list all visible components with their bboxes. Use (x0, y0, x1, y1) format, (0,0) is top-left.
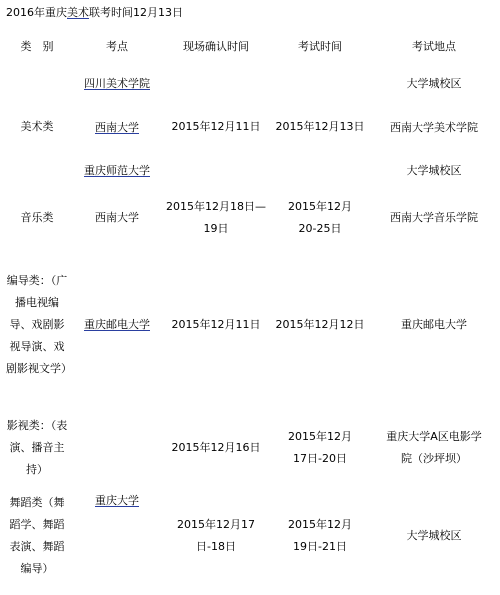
location-dance: 大学城校区 (406, 529, 462, 542)
table-row-art-1 (4, 62, 496, 106)
site-southwest-university[interactable]: 西南大学 (95, 121, 139, 134)
header-exam-time: 考试时间 (298, 40, 342, 53)
header-site: 考点 (106, 40, 128, 53)
confirm-dance: 2015年12月17日-18日 (177, 518, 255, 553)
confirm-directing: 2015年12月11日 (171, 318, 261, 331)
exam-art: 2015年12月13日 (275, 120, 365, 133)
location-art-2: 西南大学美术学院 (390, 121, 478, 134)
table-row-directing (4, 244, 496, 406)
exam-schedule-table (4, 32, 496, 582)
title-prefix: 2016年重庆 (6, 6, 67, 19)
site-music: 西南大学 (95, 211, 139, 224)
exam-dance: 2015年12月19日-21日 (288, 518, 352, 553)
header-confirm-time: 现场确认时间 (183, 40, 249, 53)
exam-directing: 2015年12月12日 (275, 318, 365, 331)
header-category: 类 别 (20, 40, 54, 53)
location-music: 西南大学音乐学院 (390, 211, 478, 224)
page-title (6, 6, 183, 20)
category-directing: 编导类：（广播电视编导、戏剧影视导演、戏剧影视文学） (6, 274, 72, 375)
location-art-3: 大学城校区 (406, 164, 462, 177)
confirm-film: 2015年12月16日 (171, 441, 261, 454)
site-film (70, 406, 164, 490)
category-music: 音乐类 (20, 211, 54, 224)
confirm-music: 2015年12月18日—19日 (166, 200, 266, 235)
exam-music: 2015年12月20-25日 (288, 200, 352, 235)
header-exam-location: 考试地点 (412, 40, 456, 53)
site-chongqing-posts[interactable]: 重庆邮电大学 (84, 318, 150, 331)
category-film: 影视类：（表演、播音主持） (6, 419, 68, 476)
site-sichuan-fine-arts[interactable]: 四川美术学院 (84, 77, 150, 90)
location-art-1: 大学城校区 (406, 77, 462, 90)
table-row-dance (4, 490, 496, 582)
site-chongqing-university[interactable]: 重庆大学 (95, 494, 139, 507)
confirm-art: 2015年12月11日 (171, 120, 261, 133)
category-dance: 舞蹈类（舞蹈学、舞蹈表演、舞蹈编导） (9, 496, 65, 575)
location-directing: 重庆邮电大学 (401, 318, 467, 331)
title-suffix: 联考时间12月13日 (89, 6, 183, 19)
location-film: 重庆大学A区电影学院（沙坪坝） (386, 430, 482, 465)
exam-film: 2015年12月17日-20日 (288, 430, 352, 465)
table-row-film (4, 406, 496, 490)
table-header-row (4, 32, 496, 62)
table-row-music (4, 192, 496, 244)
title-art-link[interactable]: 美术 (67, 6, 89, 19)
site-chongqing-normal[interactable]: 重庆师范大学 (84, 164, 150, 177)
category-art: 美术类 (20, 120, 54, 133)
